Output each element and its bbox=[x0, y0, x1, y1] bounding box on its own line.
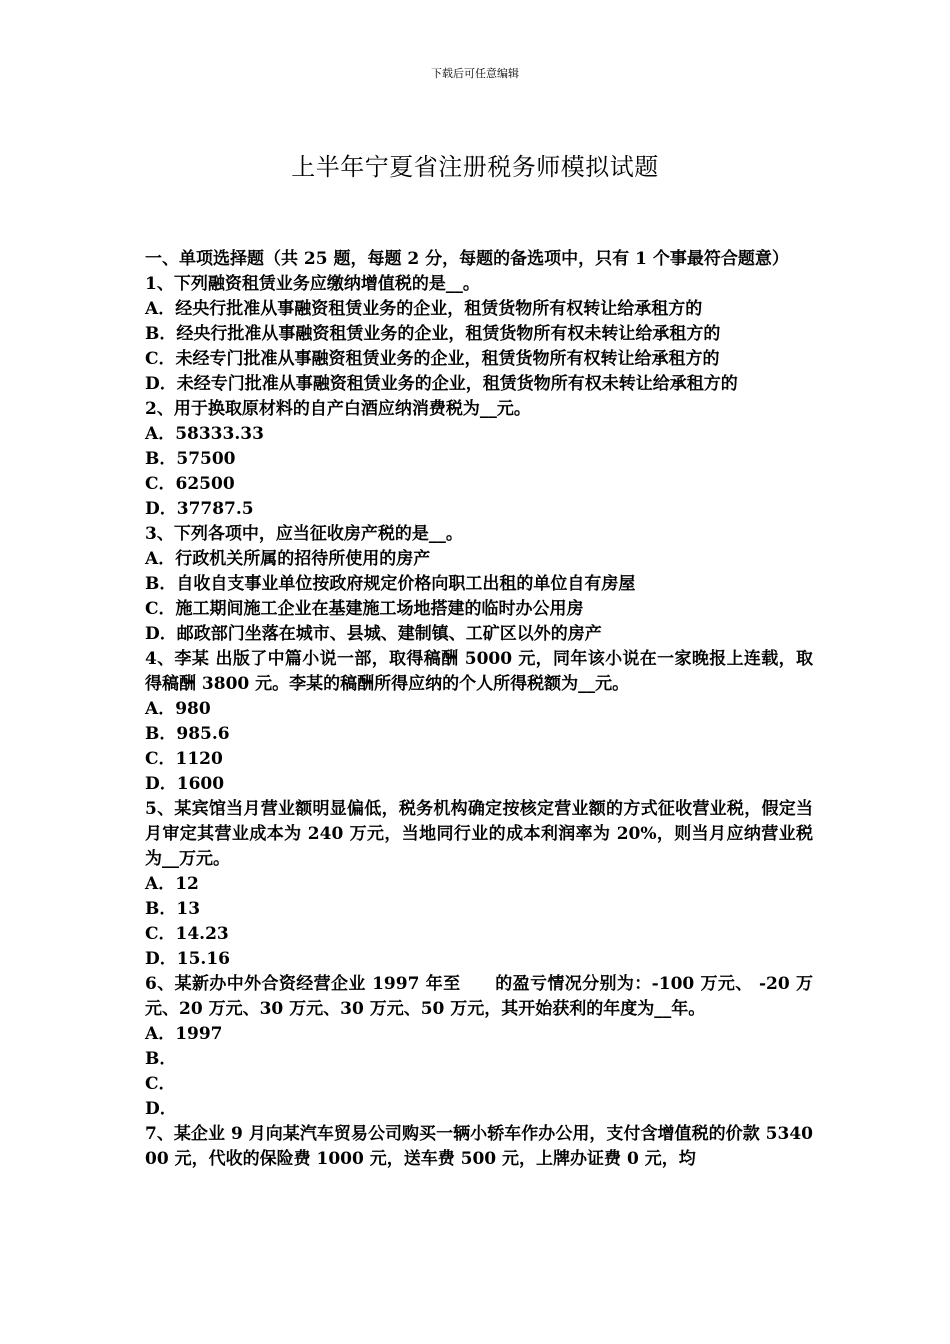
header-note: 下载后可任意编辑 bbox=[431, 67, 519, 80]
question-5-option-d: D．15.16 bbox=[145, 949, 230, 969]
question-3-option-c: C．施工期间施工企业在基建施工场地搭建的临时办公用房 bbox=[145, 599, 584, 619]
question-4-option-c: C．1120 bbox=[145, 749, 223, 769]
question-5-option-a: A．12 bbox=[145, 874, 199, 894]
question-3-option-b: B．自收自支事业单位按政府规定价格向职工出租的单位自有房屋 bbox=[145, 574, 636, 594]
question-5-option-c: C．14.23 bbox=[145, 924, 229, 944]
document-title: 上半年宁夏省注册税务师模拟试题 bbox=[291, 153, 659, 181]
question-6-option-b: B． bbox=[145, 1049, 177, 1069]
question-3-option-d: D．邮政部门坐落在城市、县城、建制镇、工矿区以外的房产 bbox=[145, 624, 602, 644]
question-1-stem: 1、下列融资租赁业务应缴纳增值税的是__。 bbox=[145, 274, 480, 294]
document-body bbox=[145, 247, 813, 1172]
question-4-option-b: B．985.6 bbox=[145, 724, 230, 744]
question-6-option-c: C． bbox=[145, 1074, 176, 1094]
section-heading: 一、单项选择题（共 25 题，每题 2 分，每题的备选项中，只有 1 个事最符合题意） bbox=[145, 249, 789, 269]
question-6-option-a: A．1997 bbox=[145, 1024, 223, 1044]
question-2-option-b: B．57500 bbox=[145, 449, 236, 469]
question-5-option-b: B．13 bbox=[145, 899, 201, 919]
question-3-stem: 3、下列各项中，应当征收房产税的是__。 bbox=[145, 524, 463, 544]
question-6-option-d: D． bbox=[145, 1099, 177, 1119]
question-1-option-d: D．未经专门批准从事融资租赁业务的企业，租赁货物所有权未转让给承租方的 bbox=[145, 374, 738, 394]
question-4-stem: 4、李某 出版了中篇小说一部，取得稿酬 5000 元，同年该小说在一家晚报上连载，取得稿酬 3800 元。李某的稿酬所得应纳的个人所得税额为__元。 bbox=[145, 649, 813, 694]
question-1-option-a: A．经央行批准从事融资租赁业务的企业，租赁货物所有权转让给承租方的 bbox=[145, 299, 703, 319]
question-3-option-a: A．行政机关所属的招待所使用的房产 bbox=[145, 549, 431, 569]
question-5-stem: 5、某宾馆当月营业额明显偏低，税务机构确定按核定营业额的方式征收营业税，假定当月审定其营业成本为 240 万元，当地同行业的成本利润率为 20%，则当月应纳营业税为__万元。 bbox=[145, 799, 813, 869]
question-2-stem: 2、用于换取原材料的自产白酒应纳消费税为__元。 bbox=[145, 399, 531, 419]
question-2-option-d: D．37787.5 bbox=[145, 499, 254, 519]
question-4-option-a: A．980 bbox=[145, 699, 211, 719]
question-2-option-a: A．58333.33 bbox=[145, 424, 264, 444]
question-7-stem: 7、某企业 9 月向某汽车贸易公司购买一辆小轿车作办公用，支付含增值税的价款 534000 元，代收的保险费 1000 元，送车费 500 元，上牌办证费 0 元，均 bbox=[145, 1124, 813, 1169]
question-4-option-d: D．1600 bbox=[145, 774, 225, 794]
question-6-stem: 6、某新办中外合资经营企业 1997 年至 的盈亏情况分别为：-100 万元、 -20 万元、20 万元、30 万元、30 万元、50 万元，其开始获利的年度为__年。 bbox=[145, 974, 813, 1019]
question-2-option-c: C．62500 bbox=[145, 474, 235, 494]
question-1-option-b: B．经央行批准从事融资租赁业务的企业，租赁货物所有权未转让给承租方的 bbox=[145, 324, 721, 344]
question-1-option-c: C．未经专门批准从事融资租赁业务的企业，租赁货物所有权转让给承租方的 bbox=[145, 349, 720, 369]
